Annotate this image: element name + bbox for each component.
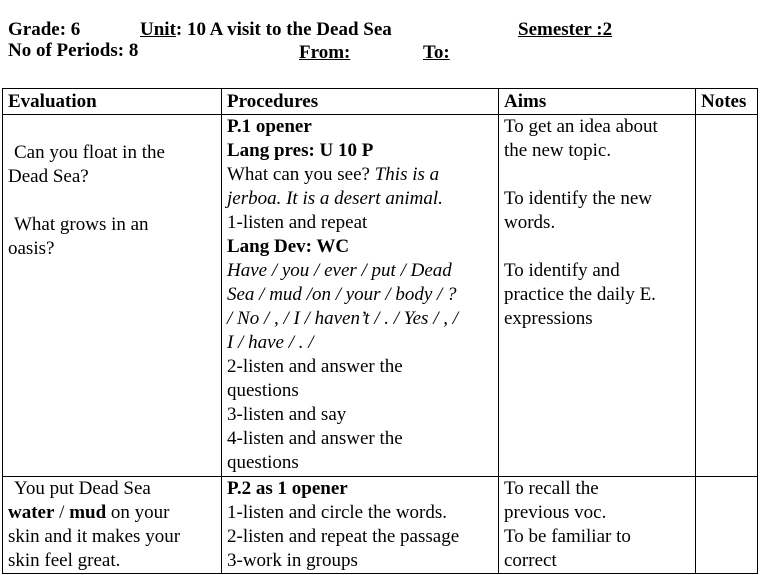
proc2-step1: 1-listen and circle the words. (227, 502, 448, 523)
proc-step4b: questions (227, 452, 299, 473)
lesson-plan-table (2, 88, 758, 574)
proc-dialog2: Sea / mud /on / your / body / ? (227, 284, 457, 305)
col-aims: Aims (499, 89, 696, 115)
notes-cell (696, 115, 758, 477)
proc-step4a: 4-listen and answer the (227, 428, 403, 449)
notes-cell (696, 477, 758, 574)
proc-jerboa2: jerboa. It is a desert animal. (227, 188, 443, 209)
col-notes: Notes (696, 89, 758, 115)
proc2-p2: P.2 as 1 opener (227, 478, 348, 499)
proc-dialog3: / No / , / I / haven’t / . / Yes / , / (227, 308, 458, 329)
unit-text: : 10 A visit to the Dead Sea (175, 19, 392, 40)
proc2-step2: 2-listen and repeat the passage (227, 526, 460, 547)
proc2-step3: 3-work in groups (227, 550, 358, 571)
proc-dialog1: Have / you / ever / put / Dead (227, 260, 452, 281)
col-evaluation: Evaluation (3, 89, 222, 115)
proc-what-see-line (227, 163, 496, 187)
aim-3-line3: expressions (504, 308, 593, 329)
procedures-cell (222, 477, 499, 574)
eval-q1-line1: Can you float in the (14, 142, 165, 163)
aim-3-line1: To identify and (504, 260, 620, 281)
aim2-line2: previous voc. (504, 502, 607, 523)
aim2-line1: To recall the (504, 478, 599, 499)
eval2-line4: skin feel great. (8, 550, 121, 571)
to-label: To: (423, 42, 450, 63)
table-header-row (3, 89, 758, 115)
proc-dialog4: I / have / . / (227, 332, 314, 353)
eval2-mud: mud (69, 502, 107, 523)
evaluation-cell (3, 115, 222, 477)
evaluation-cell (3, 477, 222, 574)
table-row (3, 115, 758, 477)
proc-p1: P.1 opener (227, 116, 312, 137)
aim-1-line2: the new topic. (504, 140, 612, 161)
eval-q2-line1: What grows in an (14, 214, 149, 235)
semester-label: Semester :2 (518, 19, 613, 40)
eval2-line1: You put Dead Sea (14, 478, 151, 499)
proc-lang-pres: Lang pres: U 10 P (227, 140, 374, 161)
eval-q1-line2: Dead Sea? (8, 166, 89, 187)
eval-q2-line2: oasis? (8, 238, 55, 259)
unit-label: Unit (140, 19, 176, 40)
aim-2-line2: words. (504, 212, 556, 233)
col-procedures: Procedures (222, 89, 499, 115)
eval2-water: water (8, 502, 55, 523)
aims-cell (499, 115, 696, 477)
aim-3-line2: practice the daily E. (504, 284, 656, 305)
proc-step2b: questions (227, 380, 299, 401)
aim2-line3: To be familiar to (504, 526, 631, 547)
proc-step3: 3-listen and say (227, 404, 347, 425)
from-label: From: (299, 42, 351, 63)
eval2-line3: skin and it makes your (8, 526, 181, 547)
proc-step2a: 2-listen and answer the (227, 356, 403, 377)
grade-label: Grade: 6 (8, 19, 81, 40)
aim-1-line1: To get an idea about (504, 116, 658, 137)
aims-cell (499, 477, 696, 574)
procedures-cell (222, 115, 499, 477)
periods-label: No of Periods: 8 (8, 40, 139, 61)
proc-listen-repeat: 1-listen and repeat (227, 212, 368, 233)
proc-lang-dev: Lang Dev: WC (227, 236, 350, 257)
aim-2-line1: To identify the new (504, 188, 652, 209)
proc-jerboa1: This is a (369, 164, 440, 185)
eval2-line2 (8, 501, 219, 525)
table-row (3, 477, 758, 574)
aim2-line4: correct (504, 550, 557, 571)
eval2-slash: / (54, 502, 70, 523)
unit-title (140, 19, 392, 41)
eval2-line2-rest: on your (106, 502, 170, 523)
proc-what-see: What can you see? (227, 164, 370, 185)
